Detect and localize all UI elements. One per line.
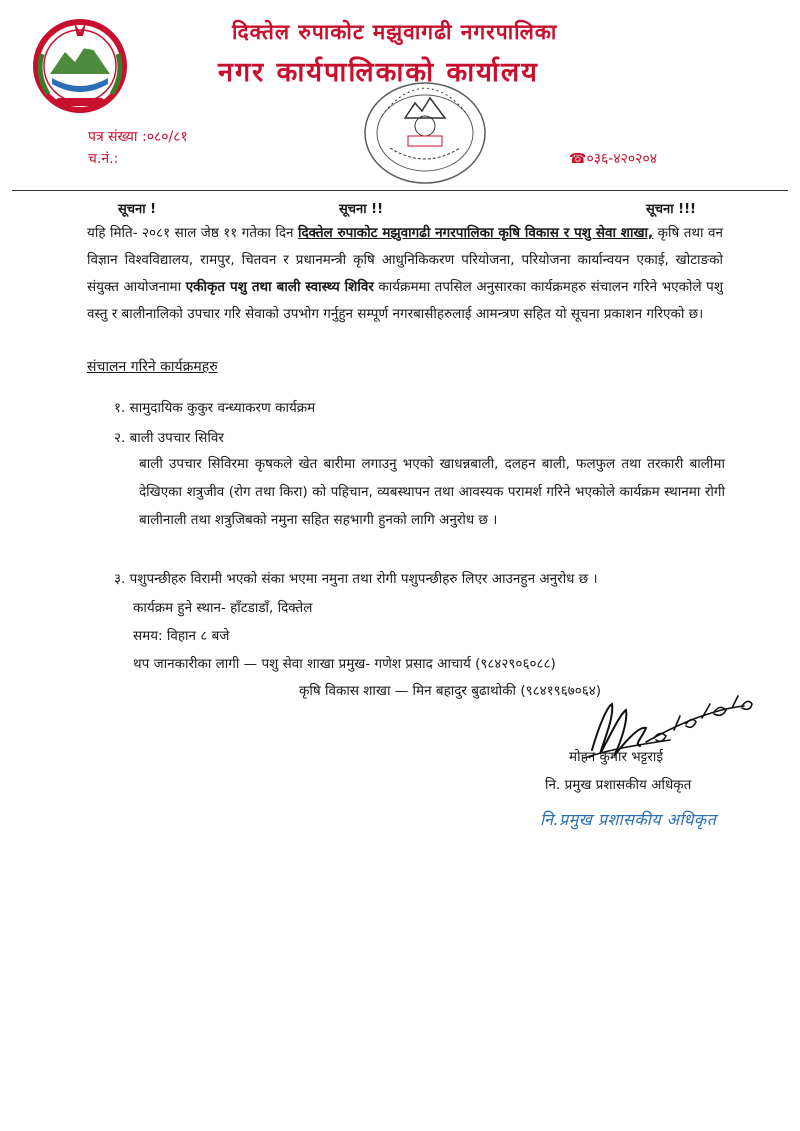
paragraph-text: यहि मिति- २०८१ साल जेष्ठ ११ गतेका दिन [87, 225, 298, 241]
phone-number: ☎०३६-४२०२०४ [569, 151, 658, 167]
camp-name: एकीकृत पशु तथा बाली स्वास्थ्य शिविर [185, 279, 374, 295]
time-line: समय: विहान ८ बजे [133, 628, 230, 644]
program-item-description: बाली उपचार सिविरमा कृषकले खेत बारीमा लगाउनु भएको खाधन्नबाली, दलहन बाली, फलफुल तथा तरकारी बालीमा देखिएका शत्रुजीव (रोग तथा किरा) को पहिचान, व्यबस्थापन तथा आवस्यक परामर्श गरिने भएकोले कार्यक्रम स्थानमा रोगी बालीनाली तथा शत्रुजिबको नमुना सहित सहभागी हुनको लागि अनुरोध छ । [139, 456, 725, 528]
signatory-title: नि. प्रमुख प्रशासकीय अधिकृत [545, 777, 692, 793]
municipality-name: दिक्तेल रुपाकोट मझुवागढी नगरपालिका [232, 20, 558, 44]
notice-paragraph [87, 220, 723, 328]
reference-number: पत्र संख्या :०८०/८१ [88, 129, 188, 145]
program-item: ३. पशुपन्छीहरु विरामी भएको संका भएमा नमुना तथा रोगी पशुपन्छीहरु लिएर आउनहुन अनुरोध छ । [114, 571, 598, 587]
office-stamp-icon [360, 78, 490, 188]
venue-line: कार्यक्रम हुने स्थान- हाँटडाडाँ, दिक्तेल [133, 600, 313, 616]
notice-label: सूचना ! [118, 202, 157, 217]
paragraph-text: कार्यक्रममा तपसिल अनुसारका कार्यक्रमहरु संचालन गरिने भएकोले पशु वस्तु र बालीनालिको उपचार गरि सेवाको उपभोग गर्नुहुन सम्पूर्ण नगरबासीहरुलाई आमन्त्रण सहित यो सूचना प्रकाशन गरिएको छ। [87, 279, 724, 322]
header-divider [12, 190, 788, 191]
contact-line: कृषि विकास शाखा — मिन बहादुर बुढाथोकी (९८४१९६७०६४) [299, 683, 602, 699]
designation-seal: नि.प्रमुख प्रशासकीय अधिकृत [540, 810, 717, 829]
contact-line: थप जानकारीका लागी — पशु सेवा शाखा प्रमुख- गणेश प्रसाद आचार्य (९८४२९०६०८८) [133, 656, 556, 672]
nepal-emblem-icon [30, 14, 130, 114]
program-item: १. सामुदायिक कुकुर वन्ध्याकरण कार्यक्रम [114, 400, 316, 416]
office-name: नगर कार्यपालिकाको कार्यालय [218, 57, 539, 88]
dispatch-number: च.नं.: [88, 151, 119, 167]
department-name: दिक्तेल रुपाकोट मझुवागढी नगरपालिका कृषि विकास र पशु सेवा शाखा, [297, 225, 654, 241]
program-item: २. बाली उपचार सिविर [114, 430, 224, 446]
notice-label: सूचना !!! [646, 202, 696, 217]
signatory-name: मोहन कुमार भट्टराई [569, 749, 664, 765]
notice-label: सूचना !! [339, 202, 384, 217]
programs-heading: संचालन गरिने कार्यक्रमहरु [87, 359, 218, 375]
paragraph-text: कृषि तथा वन विज्ञान विश्वविद्यालय, रामपुर, चितवन र प्रधानमन्त्री कृषि आधुनिकिकरण परियोजना, परियोजना कार्यान्वयन एकाई, खोटाङको संयुक्त आयोजनामा [87, 225, 724, 295]
